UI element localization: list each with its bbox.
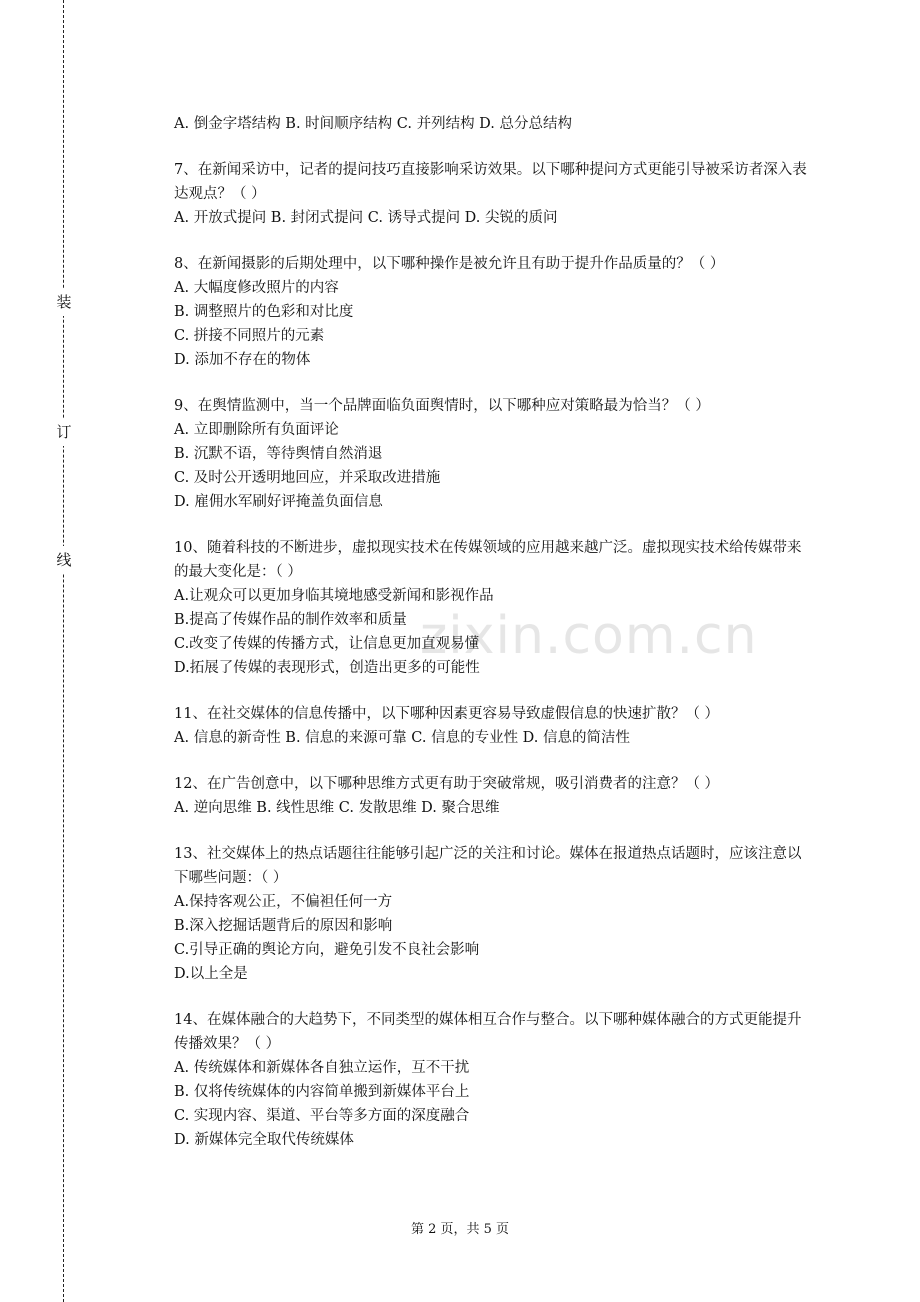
question-9: [174, 394, 814, 514]
option-c: C.引导正确的舆论方向，避免引发不良社会影响: [174, 942, 480, 958]
question-stem: 10、随着科技的不断进步，虚拟现实技术在传媒领域的应用越来越广泛。虚拟现实技术给传媒带来的最大变化是：（ ）: [174, 540, 802, 580]
question-6-options: [174, 112, 814, 136]
binding-dashed-line: [63, 0, 64, 1302]
option-c: C. 拼接不同照片的元素: [174, 328, 325, 344]
option-d: D. 新媒体完全取代传统媒体: [174, 1132, 354, 1148]
question-stem: 7、在新闻采访中，记者的提问技巧直接影响采访效果。以下哪种提问方式更能引导被采访者深入表达观点？（ ）: [174, 162, 807, 202]
option-c: C. 及时公开透明地回应，并采取改进措施: [174, 470, 441, 486]
options-inline: A. 信息的新奇性 B. 信息的来源可靠 C. 信息的专业性 D. 信息的简洁性: [174, 730, 631, 746]
option-d: D.拓展了传媒的表现形式，创造出更多的可能性: [174, 660, 480, 676]
option-b: B. 仅将传统媒体的内容简单搬到新媒体平台上: [174, 1084, 470, 1100]
options-inline: A. 开放式提问 B. 封闭式提问 C. 诱导式提问 D. 尖锐的质问: [174, 210, 558, 226]
option-b: B. 调整照片的色彩和对比度: [174, 304, 354, 320]
option-c: C.改变了传媒的传播方式，让信息更加直观易懂: [174, 636, 480, 652]
option-d: D. 添加不存在的物体: [174, 352, 311, 368]
watermark: zixin.com.cn: [420, 606, 758, 666]
binding-char-xian: 线: [54, 546, 74, 574]
binding-char-ding: 订: [54, 418, 74, 446]
option-d: D.以上全是: [174, 966, 248, 982]
option-a: A. 大幅度修改照片的内容: [174, 280, 339, 296]
option-a: A.保持客观公正，不偏袒任何一方: [174, 894, 393, 910]
question-14: [174, 1008, 814, 1152]
option-c: C. 实现内容、渠道、平台等多方面的深度融合: [174, 1108, 470, 1124]
question-8: [174, 252, 814, 372]
page-footer: 第 2 页，共 5 页: [410, 1222, 510, 1237]
option-b: B. 沉默不语，等待舆情自然消退: [174, 446, 383, 462]
option-a: A. 传统媒体和新媒体各自独立运作，互不干扰: [174, 1060, 470, 1076]
options-inline: A. 倒金字塔结构 B. 时间顺序结构 C. 并列结构 D. 总分总结构: [174, 116, 573, 132]
question-stem: 9、在舆情监测中，当一个品牌面临负面舆情时，以下哪种应对策略最为恰当？（ ）: [174, 398, 710, 414]
question-stem: 12、在广告创意中，以下哪种思维方式更有助于突破常规，吸引消费者的注意？（ ）: [174, 776, 720, 792]
question-stem: 11、在社交媒体的信息传播中，以下哪种因素更容易导致虚假信息的快速扩散？（ ）: [174, 706, 720, 722]
option-a: A. 立即删除所有负面评论: [174, 422, 339, 438]
question-list: [174, 112, 814, 1174]
option-d: D. 雇佣水军刷好评掩盖负面信息: [174, 494, 383, 510]
question-11: [174, 702, 814, 750]
option-b: B.提高了传媒作品的制作效率和质量: [174, 612, 407, 628]
question-7: [174, 158, 814, 230]
question-13: [174, 842, 814, 986]
question-stem: 14、在媒体融合的大趋势下，不同类型的媒体相互合作与整合。以下哪种媒体融合的方式更能提升传播效果？（ ）: [174, 1012, 802, 1052]
option-a: A.让观众可以更加身临其境地感受新闻和影视作品: [174, 588, 494, 604]
option-b: B.深入挖掘话题背后的原因和影响: [174, 918, 393, 934]
options-inline: A. 逆向思维 B. 线性思维 C. 发散思维 D. 聚合思维: [174, 800, 500, 816]
question-12: [174, 772, 814, 820]
question-stem: 13、社交媒体上的热点话题往往能够引起广泛的关注和讨论。媒体在报道热点话题时，应该注意以下哪些问题：（ ）: [174, 846, 802, 886]
binding-char-zhuang: 装: [54, 288, 74, 316]
question-stem: 8、在新闻摄影的后期处理中，以下哪种操作是被允许且有助于提升作品质量的？（ ）: [174, 256, 725, 272]
question-10: [174, 536, 814, 680]
